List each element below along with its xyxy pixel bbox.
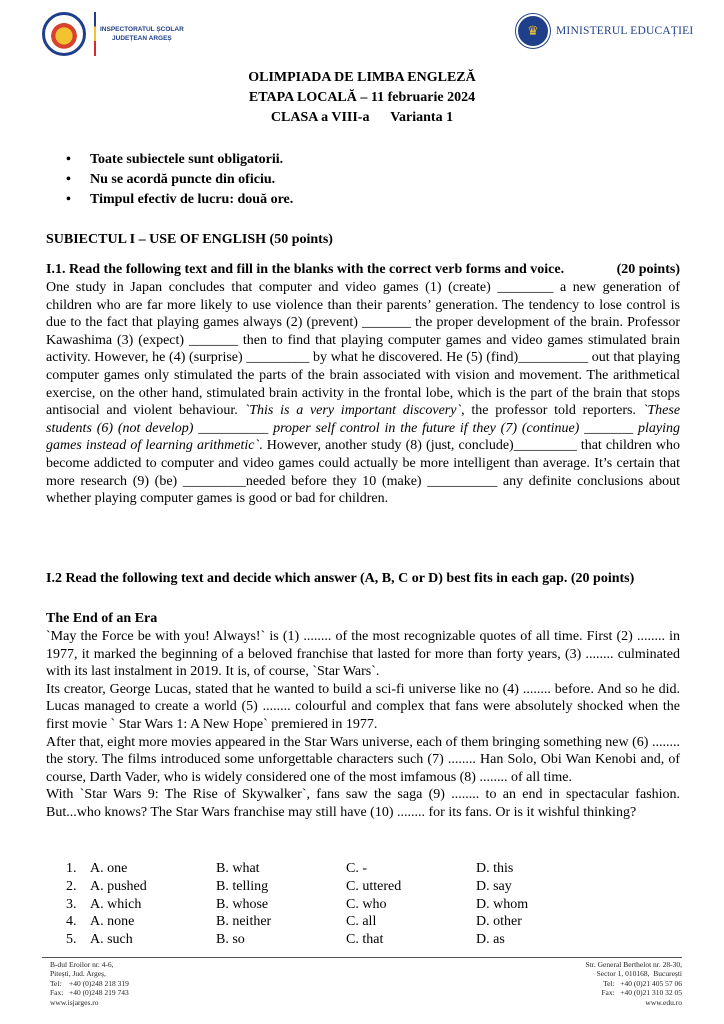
footer-line: Pitești, Jud. Argeș, <box>50 969 106 979</box>
task2-instruction: I.2 Read the following text and decide which answer (A, B, C or D) best fits in each gap. (20 points) <box>46 571 635 586</box>
task1-passage <box>46 279 680 508</box>
task2-text-title: The End of an Era <box>46 611 158 626</box>
passage-paragraph: With `Star Wars 9: The Rise of Skywalker`, fans saw the saga (9) ........ to an end in spectacular fashion. But...who knows? The Star Wars franchise may still have (10) ........ for its fans. Or is it wishful thinking? <box>46 787 680 820</box>
option-b: B. telling <box>216 878 269 894</box>
task1-instruction: I.1. Read the following text and fill in the blanks with the correct verb forms and voice. <box>46 262 565 277</box>
footer-website-link[interactable]: www.isjarges.ro <box>50 997 99 1007</box>
option-a: A. which <box>90 896 142 912</box>
option-a: A. pushed <box>90 878 147 894</box>
option-a: A. one <box>90 861 128 876</box>
rules-list <box>66 150 293 210</box>
option-number: 5. <box>66 932 77 948</box>
footer-line: Tel: +40 (0)21 405 57 06 <box>603 978 682 988</box>
passage-paragraph: Its creator, George Lucas, stated that he wanted to build a sci-fi universe like no (4) ........ before. And so he did. Lucas managed to create a world (5) ........ colourful and complex that fans were absolutely shocked when the first movie ` Star Wars 1: A New Hope` premiered in 1977. <box>46 681 680 732</box>
footer-line: Sector 1, 010168, București <box>596 969 682 979</box>
passage-text: . However, another study (8) (just, conclude)_________ that children who become addicted to computer and video games could actually be more intelligent than average. It’s certain that more research (9) (be) _________needed before they 10 (make) __________ any definite conclusions about whether playing computer games is good or bad for children. <box>46 438 680 507</box>
option-row <box>66 878 576 896</box>
passage-quote: `These students (6) (not develop) __________ proper self control in the future if they (7) (continue) _______ playing games instead of learning arithmetic` <box>46 403 681 454</box>
footer-line: Fax: +40 (0)248 219 743 <box>50 988 129 998</box>
option-d: D. as <box>476 932 505 948</box>
option-row <box>66 860 576 878</box>
option-a: A. none <box>90 914 135 930</box>
passage-paragraph: `May the Force be with you! Always!` is (1) ........ of the most recognizable quotes of all time. First (2) ........ in 1977, it marked the beginning of a beloved franchise that lasted for more than forty years, (3) ........ culminated with its last instalment in 2019. It is, of course, `Star Wars`. <box>46 629 680 680</box>
tricolor-divider <box>94 12 96 56</box>
coat-of-arms-icon: ♛ <box>516 14 550 48</box>
footer-line: Fax: +40 (0)21 310 32 05 <box>601 988 682 998</box>
subject-heading: SUBIECTUL I – USE OF ENGLISH (50 points) <box>46 232 333 247</box>
footer-divider <box>42 957 682 958</box>
isj-seal-icon <box>42 12 86 56</box>
footer-line: B-dul Eroilor nr. 4-6, <box>50 960 114 969</box>
rule-item: • Timpul efectiv de lucru: două ore. <box>66 190 293 210</box>
options-table <box>66 860 576 949</box>
task1-heading <box>46 261 680 279</box>
isj-name-line2: JUDEȚEAN ARGEȘ <box>112 35 172 42</box>
option-b: B. what <box>216 861 260 876</box>
option-number: 1. <box>66 861 77 876</box>
task2-passage <box>46 628 680 822</box>
rule-item: • Nu se acordă puncte din oficiu. <box>66 170 293 190</box>
footer-line: Tel: +40 (0)248 218 319 <box>50 978 129 988</box>
footer-right-address <box>586 960 682 1007</box>
exam-title: OLIMPIADA DE LIMBA ENGLEZĂ <box>248 70 476 85</box>
footer-website-link[interactable]: www.edu.ro <box>645 997 682 1007</box>
option-row <box>66 931 576 949</box>
footer-left-address <box>50 960 129 1007</box>
task1-points: (20 points) <box>616 262 680 277</box>
option-row <box>66 913 576 931</box>
isj-name <box>100 25 184 43</box>
passage-text: One study in Japan concludes that computer and video games (1) (create) ________ a new generation of children who are far more likely to use violence than their parents’ generation. The tendency to lose control is due to the fact that playing games always (2) (prevent) _______ the proper development of the brain. Professor Kawashima (3) (expect) _______ then to find that playing computer games and video games stimulated brain activity. However, he (4) (surprise) _________ by what he discovered. He (5) (find)__________ out that playing computer games only stimulated the parts of the brain associated with vision and movement. The arithmetical exercise, on the other hand, stimulated brain activity in the frontal lobe, which is the part of the brain that stops antisocial and violent behaviour. <box>46 280 680 419</box>
passage-paragraph: After that, eight more movies appeared in the Star Wars universe, each of them bringing something new (6) ........ the story. The films introduced some unforgettable characters such (7) ........ Han Solo, Obi Wan Kenobi and, of course, Darth Vader, who is widely considered one of the most imfamous (8) ........ of all time. <box>46 734 680 785</box>
passage-text: , the professor told reporters. <box>461 403 643 419</box>
option-a: A. such <box>90 932 133 948</box>
option-d: D. this <box>476 861 514 876</box>
rule-item: • Toate subiectele sunt obligatorii. <box>66 150 293 170</box>
isj-arges-logo <box>42 12 184 56</box>
isj-name-line1: INSPECTORATUL ȘCOLAR <box>100 26 184 33</box>
option-d: D. whom <box>476 896 529 912</box>
footer-line: Str. General Berthelot nr. 28-30, <box>585 960 682 969</box>
option-b: B. so <box>216 932 245 948</box>
passage-quote: `This is a very important discovery` <box>244 403 462 419</box>
option-number: 2. <box>66 878 77 894</box>
option-b: B. neither <box>216 914 272 930</box>
ministry-name: MINISTERUL EDUCAȚIEI <box>556 25 694 37</box>
option-d: D. other <box>476 914 522 930</box>
exam-stage: ETAPA LOCALĂ – 11 februarie 2024 <box>248 90 476 105</box>
exam-class: CLASA a VIII-a Varianta 1 <box>270 110 454 125</box>
option-row <box>66 896 576 914</box>
option-d: D. say <box>476 878 512 894</box>
option-number: 3. <box>66 896 77 912</box>
option-c: C. who <box>346 896 387 912</box>
option-number: 4. <box>66 914 77 930</box>
option-c: C. uttered <box>346 878 402 894</box>
ministry-logo <box>516 14 693 48</box>
option-b: B. whose <box>216 896 269 912</box>
option-c: C. all <box>346 914 377 930</box>
option-c: C. - <box>346 861 367 876</box>
option-c: C. that <box>346 932 384 948</box>
